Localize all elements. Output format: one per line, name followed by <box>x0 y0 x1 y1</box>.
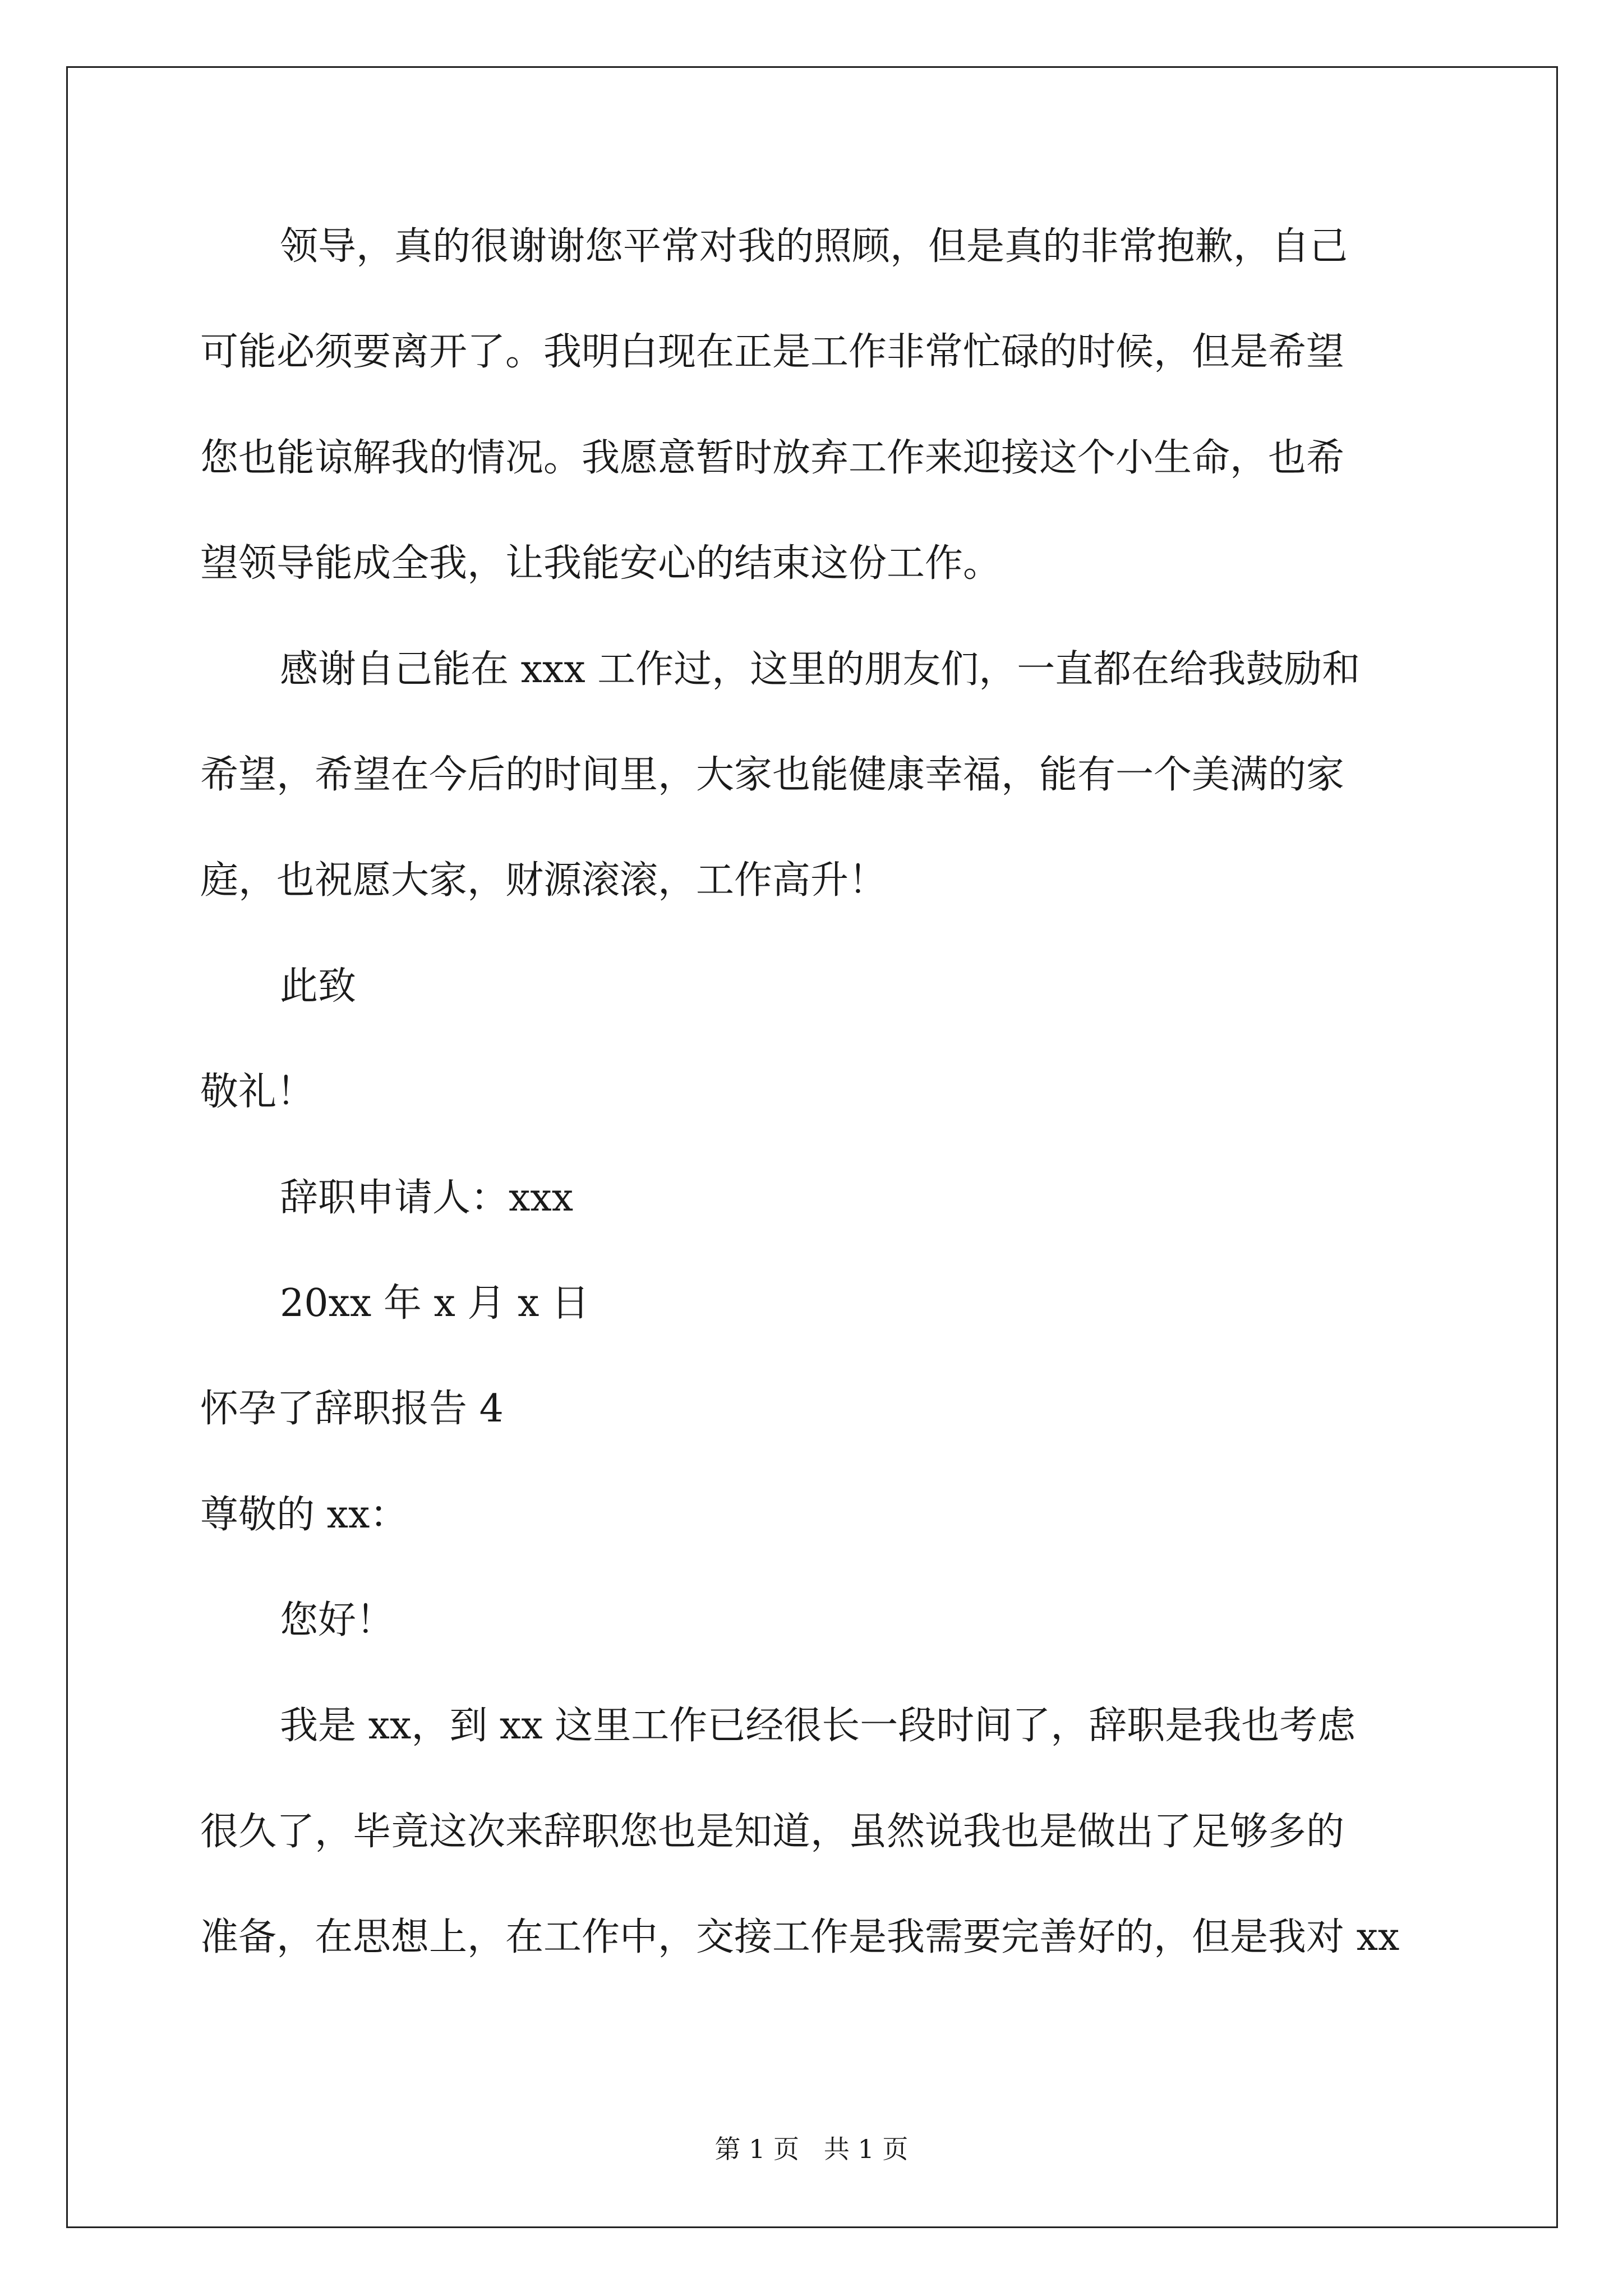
date-line: 20xx 年 x 月 x 日 <box>280 1281 590 1326</box>
text-line: 希望，希望在今后的时间里，大家也能健康幸福，能有一个美满的家 <box>200 752 1345 797</box>
closing-respect: 敬礼！ <box>200 1070 315 1115</box>
text-line: 准备，在思想上，在工作中，交接工作是我需要完善好的，但是我对 xx <box>200 1915 1400 1960</box>
text-line: 望领导能成全我，让我能安心的结束这份工作。 <box>200 541 1002 586</box>
page-footer: 第 1 页 共 1 页 <box>714 2134 909 2164</box>
text-line: 很久了，毕竟这次来辞职您也是知道，虽然说我也是做出了足够多的 <box>200 1809 1345 1854</box>
signature-line: 辞职申请人：xxx <box>280 1175 574 1220</box>
document-body <box>200 216 1434 2013</box>
section-title: 怀孕了辞职报告 4 <box>200 1387 504 1432</box>
closing-salutation: 此致 <box>280 964 357 1009</box>
text-line: 领导，真的很谢谢您平常对我的照顾，但是真的非常抱歉，自己 <box>280 224 1348 269</box>
text-line: 您也能谅解我的情况。我愿意暂时放弃工作来迎接这个小生命，也希 <box>200 435 1345 480</box>
text-line: 可能必须要离开了。我明白现在正是工作非常忙碌的时候，但是希望 <box>200 330 1345 375</box>
greeting-line: 您好！ <box>280 1598 395 1643</box>
recipient-line: 尊敬的 xx： <box>200 1492 408 1537</box>
text-line: 庭，也祝愿大家，财源滚滚，工作高升！ <box>200 858 887 903</box>
text-line: 我是 xx，到 xx 这里工作已经很长一段时间了，辞职是我也考虑 <box>280 1704 1356 1749</box>
text-line: 感谢自己能在 xxx 工作过，这里的朋友们，一直都在给我鼓励和 <box>280 647 1361 692</box>
